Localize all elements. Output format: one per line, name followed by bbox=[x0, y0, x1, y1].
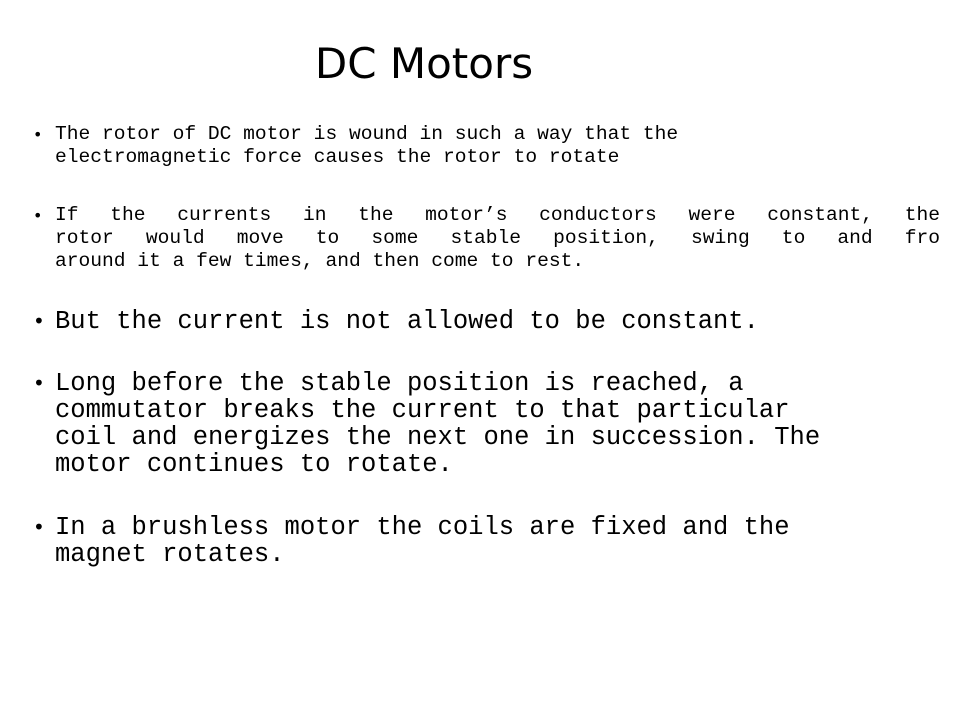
bullet-line: motor continues to rotate. bbox=[55, 450, 453, 479]
bullet-line: electromagnetic force causes the rotor to rotate bbox=[55, 146, 620, 168]
bullet-line: rotor would move to some stable position, swing to and fro bbox=[55, 227, 940, 249]
bullet-text bbox=[55, 514, 790, 568]
bullet-point-icon: • bbox=[33, 371, 45, 395]
bullet-text bbox=[55, 204, 940, 273]
bullet-line: But the current is not allowed to be constant. bbox=[55, 307, 759, 336]
slide-title: DC Motors bbox=[314, 39, 534, 88]
bullet-line: commutator breaks the current to that particular bbox=[55, 396, 790, 425]
bullet-line: The rotor of DC motor is wound in such a way that the bbox=[55, 123, 679, 145]
bullet-line: In a brushless motor the coils are fixed and the bbox=[55, 513, 790, 542]
bullet-line: coil and energizes the next one in succession. The bbox=[55, 423, 821, 452]
bullet-text bbox=[55, 123, 678, 169]
bullet-line: around it a few times, and then come to rest. bbox=[55, 250, 585, 272]
bullet-text bbox=[55, 370, 820, 478]
bullet-line: Long before the stable position is reached, a bbox=[55, 369, 744, 398]
bullet-point-icon: • bbox=[33, 125, 43, 144]
bullet-point-icon: • bbox=[33, 206, 43, 225]
bullet-point-icon: • bbox=[33, 309, 45, 333]
bullet-line: If the currents in the motor’s conductors were constant, the bbox=[55, 204, 940, 226]
bullet-point-icon: • bbox=[33, 515, 45, 539]
bullet-line: magnet rotates. bbox=[55, 540, 285, 569]
bullet-text bbox=[55, 308, 759, 335]
